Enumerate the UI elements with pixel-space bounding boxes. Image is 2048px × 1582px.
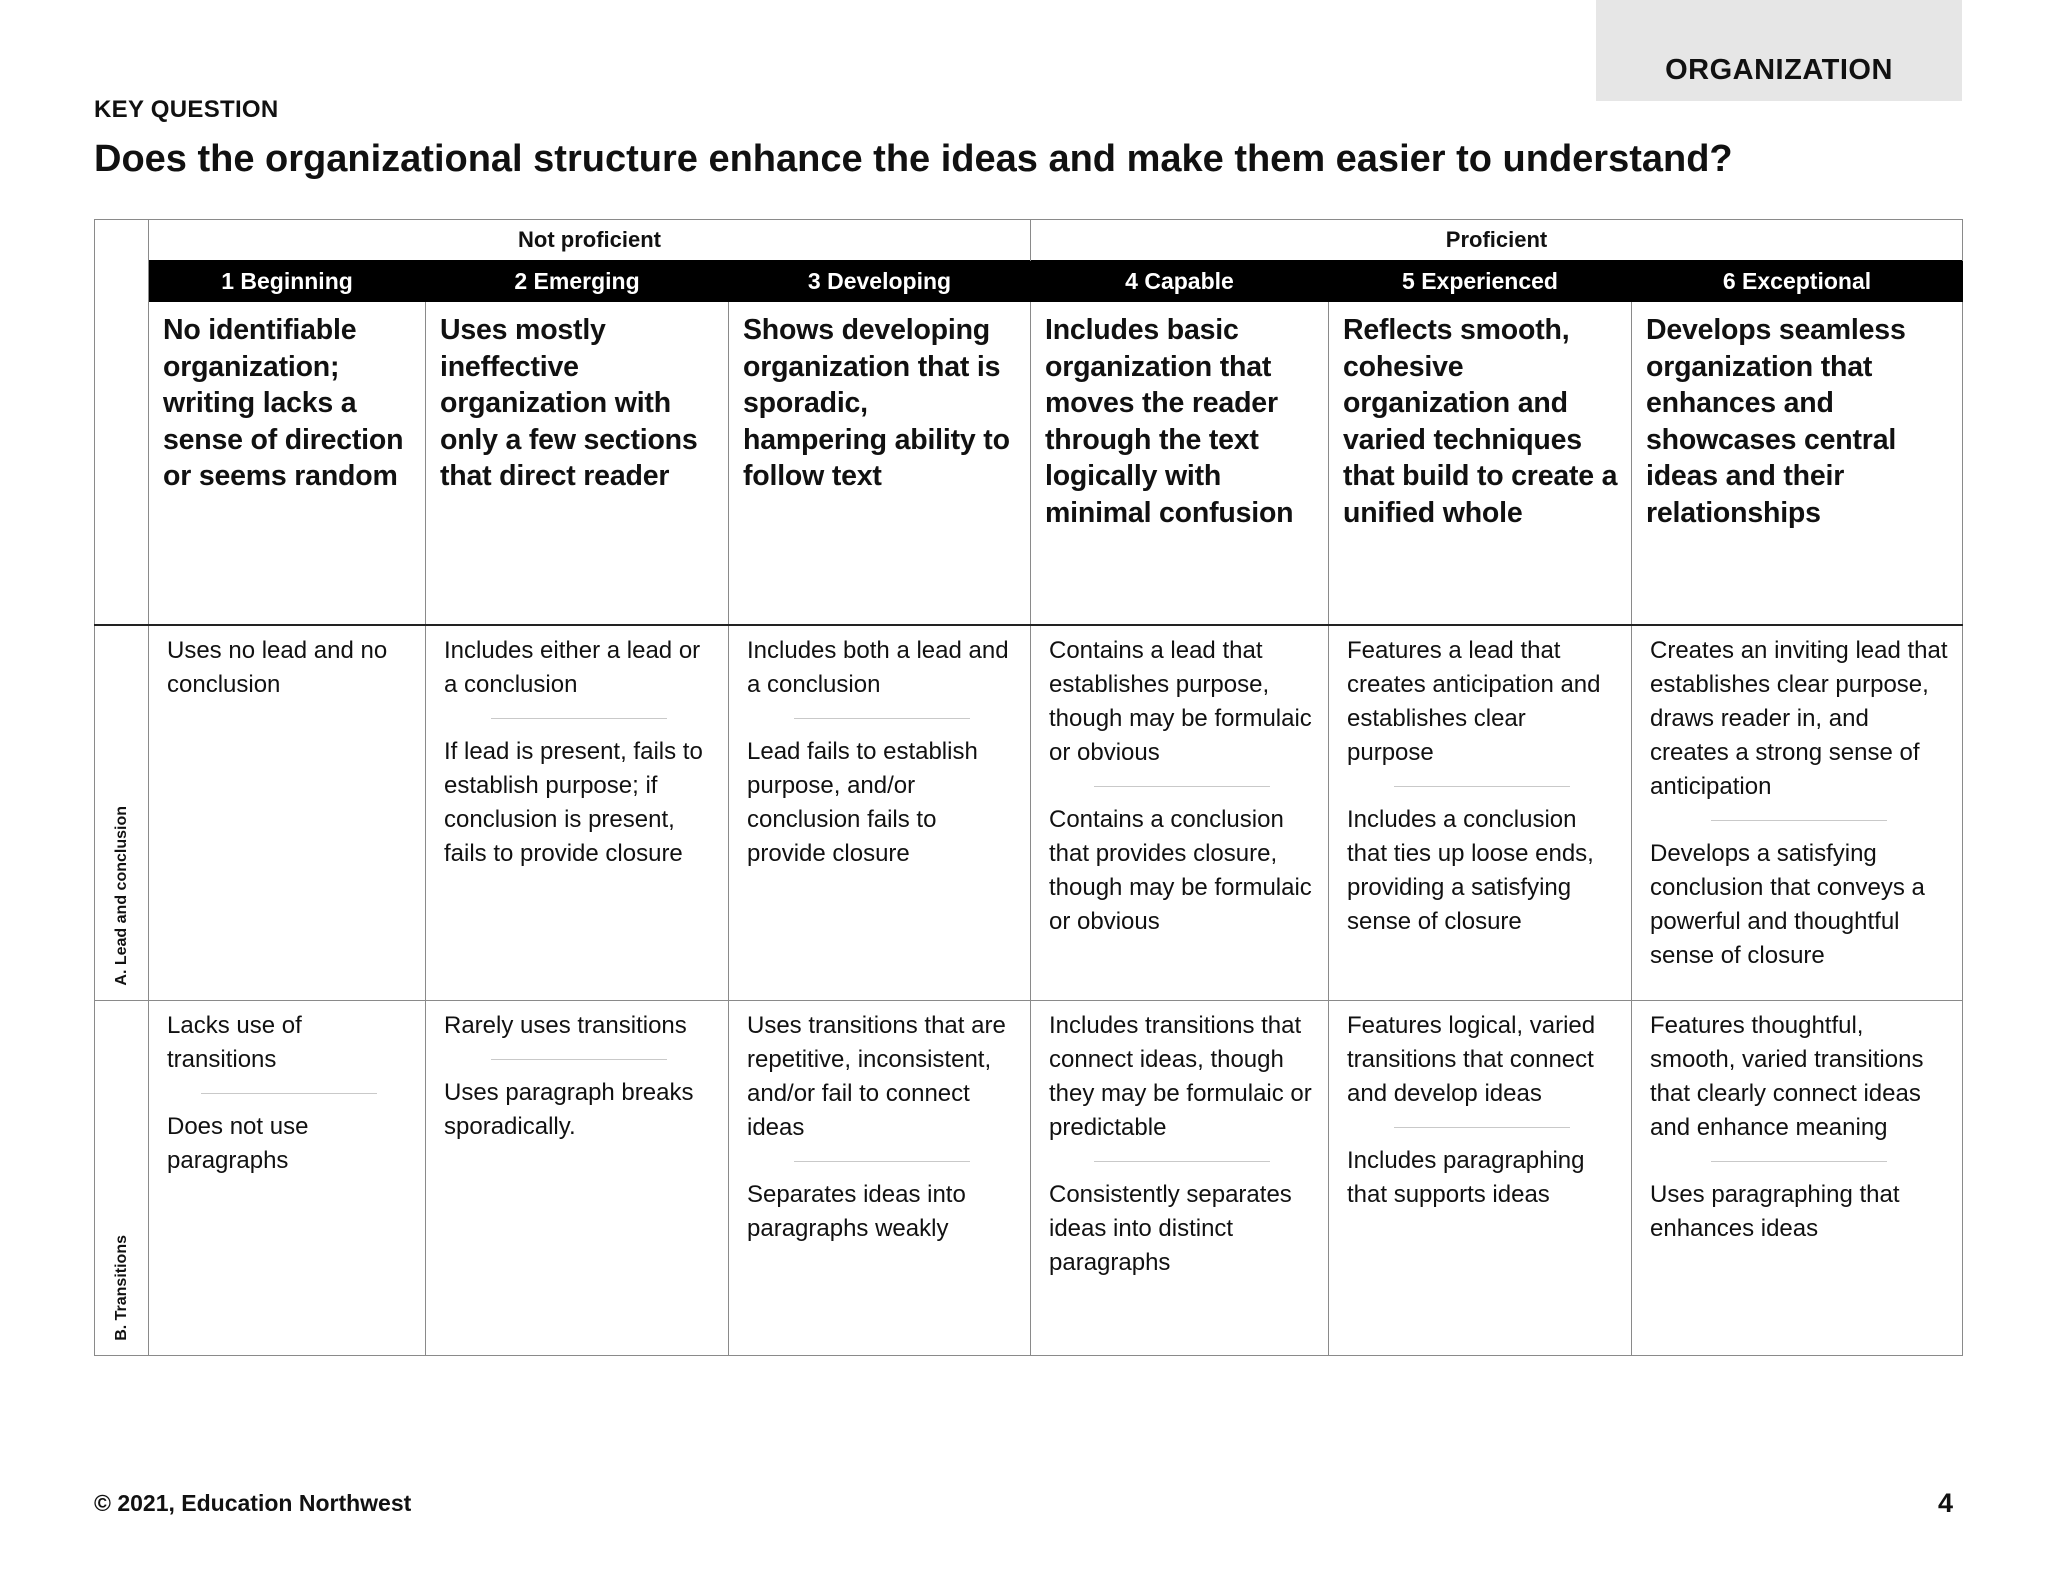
- criterion-text: Uses paragraphing that enhances ideas: [1650, 1180, 1900, 1242]
- level-header-5: 5 Experienced: [1329, 261, 1632, 302]
- row-label-cell: [95, 1000, 149, 1355]
- criterion-text: Includes a conclusion that ties up loose ends, providing a satisfying sense of closure: [1347, 806, 1594, 935]
- rubric-cell: [1632, 625, 1963, 1000]
- row-label-cell: [95, 625, 149, 1000]
- rubric-cell: [1031, 625, 1329, 1000]
- criterion-text: If lead is present, fails to establish purpose; if conclusion is present, fails to provide closure: [444, 738, 703, 867]
- criterion-text: Features logical, varied transitions that connect and develop ideas: [1347, 1011, 1596, 1107]
- group-header-proficient: Proficient: [1031, 220, 1963, 261]
- criterion-text: Features a lead that creates anticipation and establishes clear purpose: [1347, 637, 1601, 766]
- rubric-cell: [1329, 625, 1632, 1000]
- criterion-text: Lead fails to establish purpose, and/or conclusion fails to provide closure: [747, 738, 978, 867]
- criterion-text: Creates an inviting lead that establishes clear purpose, draws reader in, and creates a strong sense of anticipation: [1650, 637, 1948, 800]
- table-row: [95, 625, 1963, 1000]
- divider: [1711, 820, 1887, 821]
- key-question-label: KEY QUESTION: [94, 96, 279, 123]
- descriptor-cell: [149, 302, 426, 626]
- rubric-cell: [426, 1000, 729, 1355]
- table-row: [95, 1000, 1963, 1355]
- group-header-not-proficient: Not proficient: [149, 220, 1031, 261]
- descriptor-row: [95, 302, 1963, 626]
- criterion-text: Uses no lead and no conclusion: [167, 637, 388, 698]
- section-tab: ORGANIZATION: [1596, 0, 1962, 101]
- rubric-table: [94, 219, 1963, 1356]
- level-header-6: 6 Exceptional: [1632, 261, 1963, 302]
- divider: [794, 1161, 970, 1162]
- level-header-3: 3 Developing: [729, 261, 1031, 302]
- criterion-text: Uses transitions that are repetitive, inconsistent, and/or fail to connect ideas: [747, 1011, 1006, 1141]
- descriptor-cell: [1329, 302, 1632, 626]
- criterion-text: Includes both a lead and a conclusion: [747, 637, 1009, 698]
- criterion-text: Uses paragraph breaks sporadically.: [444, 1078, 694, 1140]
- row-label-transitions: B. Transitions: [112, 1234, 130, 1341]
- descriptor-cell: [1031, 302, 1329, 626]
- descriptor-level-2: Uses mostly ineffective organization with only a few sections that direct reader: [440, 314, 698, 492]
- divider: [1094, 1161, 1270, 1162]
- level-header-4: 4 Capable: [1031, 261, 1329, 302]
- criterion-text: Includes transitions that connect ideas, though they may be formulaic or predictable: [1049, 1011, 1312, 1141]
- descriptor-level-1: No identifiable organization; writing lacks a sense of direction or seems random: [163, 314, 404, 492]
- divider: [794, 718, 970, 719]
- criterion-text: Does not use paragraphs: [167, 1112, 309, 1174]
- rubric-cell: [729, 1000, 1031, 1355]
- criterion-text: Rarely uses transitions: [444, 1011, 687, 1039]
- rubric-cell: [1329, 1000, 1632, 1355]
- divider: [1394, 786, 1570, 787]
- criterion-text: Includes paragraphing that supports ideas: [1347, 1146, 1585, 1208]
- divider: [201, 1093, 377, 1094]
- key-question-title: Does the organizational structure enhance the ideas and make them easier to understand?: [94, 138, 1733, 180]
- divider: [1094, 786, 1270, 787]
- criterion-text: Lacks use of transitions: [167, 1011, 302, 1073]
- divider: [1711, 1161, 1887, 1162]
- descriptor-cell: [1632, 302, 1963, 626]
- descriptor-cell: [729, 302, 1031, 626]
- copyright: © 2021, Education Northwest: [94, 1490, 412, 1516]
- divider: [491, 1059, 667, 1060]
- divider: [491, 718, 667, 719]
- divider: [1394, 1127, 1570, 1128]
- level-header-row: [95, 261, 1963, 302]
- corner-cell: [95, 220, 149, 626]
- criterion-text: Develops a satisfying conclusion that conveys a powerful and thoughtful sense of closure: [1650, 840, 1925, 969]
- level-header-1: 1 Beginning: [149, 261, 426, 302]
- rubric-cell: [1632, 1000, 1963, 1355]
- criterion-text: Consistently separates ideas into distinct paragraphs: [1049, 1180, 1292, 1276]
- rubric-cell: [426, 625, 729, 1000]
- row-label-lead-conclusion: A. Lead and conclusion: [112, 805, 130, 986]
- descriptor-level-6: Develops seamless organization that enhances and showcases central ideas and their relationships: [1646, 314, 1906, 529]
- descriptor-cell: [426, 302, 729, 626]
- criterion-text: Includes either a lead or a conclusion: [444, 637, 701, 698]
- descriptor-level-5: Reflects smooth, cohesive organization and varied techniques that build to create a unified whole: [1343, 314, 1618, 529]
- rubric-cell: [729, 625, 1031, 1000]
- criterion-text: Separates ideas into paragraphs weakly: [747, 1180, 966, 1242]
- criterion-text: Features thoughtful, smooth, varied transitions that clearly connect ideas and enhance meaning: [1650, 1011, 1924, 1141]
- descriptor-level-3: Shows developing organization that is sporadic, hampering ability to follow text: [743, 314, 1010, 492]
- descriptor-level-4: Includes basic organization that moves the reader through the text logically with minimal confusion: [1045, 314, 1294, 529]
- criterion-text: Contains a lead that establishes purpose, though may be formulaic or obvious: [1049, 637, 1312, 766]
- rubric-cell: [149, 1000, 426, 1355]
- rubric-cell: [1031, 1000, 1329, 1355]
- criterion-text: Contains a conclusion that provides closure, though may be formulaic or obvious: [1049, 806, 1312, 935]
- page-number: 4: [1938, 1488, 1954, 1518]
- level-header-2: 2 Emerging: [426, 261, 729, 302]
- rubric-cell: [149, 625, 426, 1000]
